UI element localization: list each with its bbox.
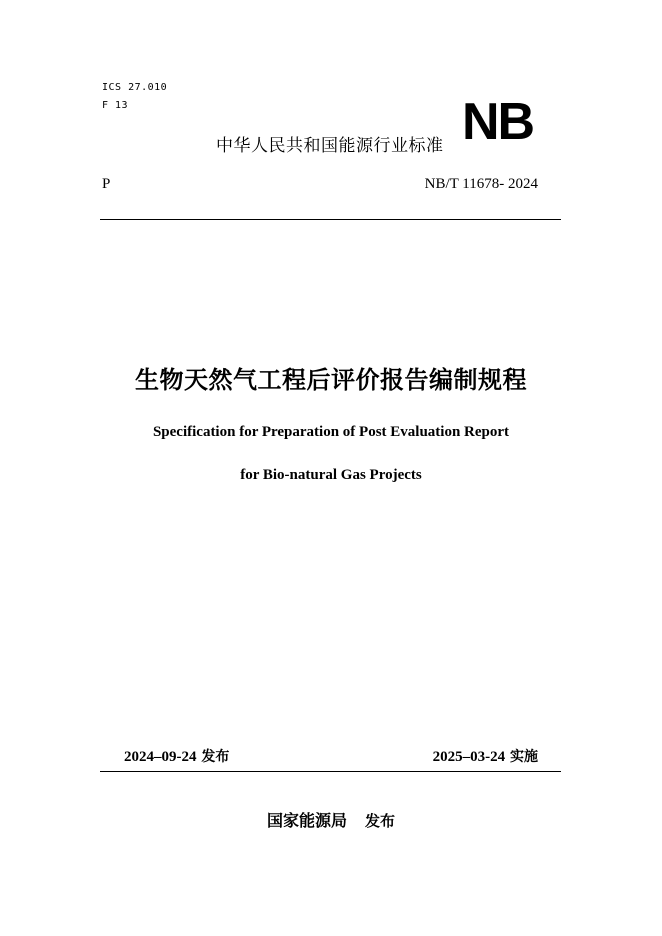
bottom-divider bbox=[100, 771, 561, 772]
publisher bbox=[0, 808, 662, 831]
top-divider bbox=[100, 219, 561, 220]
title-english-line-2: for Bio-natural Gas Projects bbox=[240, 467, 422, 483]
title-chinese: 生物天然气工程后评价报告编制规程 bbox=[135, 366, 527, 394]
publisher-name: 国家能源局 bbox=[266, 811, 347, 830]
standard-number: NB/T 11678- 2024 bbox=[424, 176, 538, 192]
ics-code: ICS 27.010 bbox=[102, 82, 168, 93]
nb-logo: NB bbox=[462, 93, 534, 151]
issue-date-value: 2024–09-24 bbox=[124, 749, 197, 765]
implementation-date bbox=[433, 746, 538, 766]
publisher-action: 发布 bbox=[365, 812, 396, 830]
ccs-code: F 13 bbox=[102, 100, 129, 111]
issue-date bbox=[124, 746, 229, 766]
implementation-date-value: 2025–03-24 bbox=[432, 749, 506, 765]
classification-letter: P bbox=[102, 176, 111, 192]
implementation-label: 实施 bbox=[510, 749, 538, 765]
issue-label: 发布 bbox=[201, 749, 230, 765]
title-english-line-1: Specification for Preparation of Post Evaluation Report bbox=[152, 424, 510, 440]
standard-type: 中华人民共和国能源行业标准 bbox=[216, 136, 444, 156]
